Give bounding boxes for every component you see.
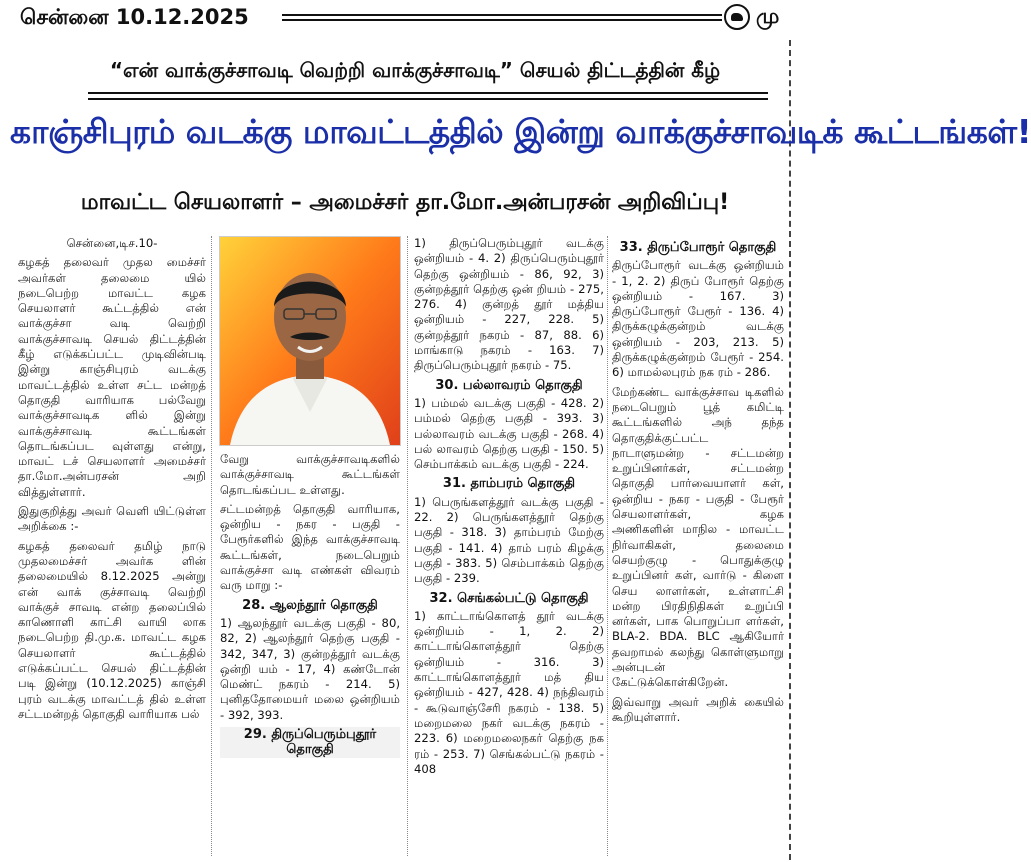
section-heading: 28. ஆலந்தூர் தொகுதி (242, 597, 378, 613)
portrait-photo-icon (220, 237, 400, 445)
paragraph: திருப்போரூர் வடக்கு ஒன்றியம் - 1, 2. 2) திருப் போரூர் தெற்கு ஒன்றியம் - 167. 3) திருப்போரூர் பேரூர் - 136. 4) திருக்கழுக்குன்றம் வடக்கு ஒன்றியம் - 203, 213. 5) திருக்கழுக்குன்றம் பேரூர் - 254. 6) மாமல்லபுரம் நக ரம் - 286. (612, 258, 784, 380)
section-heading: 33. திருப்போரூர் தொகுதி (619, 240, 777, 255)
paragraph: இவ்வாறு அவர் அறிக் கையில் கூறியுள்ளார். (612, 694, 784, 724)
dateline: சென்னை 10.12.2025 (20, 5, 249, 29)
page-edge-divider (789, 40, 791, 860)
paragraph: வேறு வாக்குச்சாவடிகளில் வாக்குச்சாவடி கூட்டங்கள் தொடங்கப்பட உள்ளது. (220, 452, 400, 497)
column-divider (407, 236, 408, 856)
subheadline: மாவட்ட செயலாளர் – அமைச்சர் தா.மோ.அன்பரசன் அறிவிப்பு! (80, 190, 730, 215)
headline: காஞ்சிபுரம் வடக்கு மாவட்டத்தில் இன்று வாக்குச்சாவடிக் கூட்டங்கள்! (10, 112, 1031, 151)
article-column-4 (612, 236, 784, 856)
kicker-underline (88, 92, 768, 100)
paragraph: சட்டமன்றத் தொகுதி வாரியாக, ஒன்றிய - நகர - பகுதி - பேரூர்களில் இந்த வாக்குச்சாவடி கூட்டங்கள், நடைபெறும் வாக்குச்சா வடி எண்கள் விவரம் வரு மாறு :- (220, 501, 400, 593)
party-emblem-icon (724, 4, 750, 30)
section-heading: 29. திருப்பெரும்புதூர் தொகுதி (220, 727, 400, 758)
masthead-bar (0, 0, 800, 36)
article-column-1 (18, 236, 206, 856)
paragraph: 1) பம்மல் வடக்கு பகுதி - 428. 2) பம்மல் தெற்கு பகுதி - 393. 3) பல்லாவரம் வடக்கு பகுதி - 268. 4) பல் லாவரம் தெற்கு பகுதி - 150. 5) செம்பாக்கம் வடக்கு பகுதி - 224. (414, 395, 604, 472)
paragraph: சென்னை,டிச.10- (66, 236, 158, 250)
paragraph: இதுகுறித்து அவர் வெளி யிட்டுள்ள அறிக்கை :- (18, 504, 206, 534)
column-divider (607, 236, 608, 856)
paper-name-fragment: மு (756, 4, 780, 28)
column-divider (211, 236, 212, 856)
paragraph: 1) ஆலந்தூர் வடக்கு பகுதி - 80, 82, 2) ஆலந்தூர் தெற்கு பகுதி - 342, 347, 3) குன்றத்தூர் வடக்கு ஒன்றி யம் - 17, 4) கண்டோன் மெண்ட் நகரம் - 214. 5) புனிததோமையர் மலை ஒன்றியம் - 392, 393. (220, 615, 400, 722)
article-column-2 (220, 452, 400, 857)
section-heading: 32. செங்கல்பட்டு தொகுதி (429, 590, 589, 606)
section-heading: 31. தாம்பரம் தொகுதி (442, 476, 576, 492)
portrait-photo (219, 236, 401, 446)
section-heading: 30. பல்லாவரம் தொகுதி (435, 377, 583, 393)
kicker-line: “என் வாக்குச்சாவடி வெற்றி வாக்குச்சாவடி” செயல் திட்டத்தின் கீழ் (109, 58, 721, 82)
paragraph: 1) திருப்பெரும்புதூர் வடக்கு ஒன்றியம் - 4. 2) திருப்பெரும்புதூர் தெற்கு ஒன்றியம் - 86, 92, 3) குன்றத்தூர் தெற்கு ஒன் றியம் - 275, 276. 4) குன்றத் தூர் மத்திய ஒன்றியம் - 227, 228. 5) குன்றத்தூர் நகரம் - 87, 88. 6) மாங்காடு நகரம் - 163. 7) திருப்பெரும்புதூர் நகரம் - 75. (414, 236, 604, 373)
article-column-3 (414, 236, 604, 856)
paragraph: கழகத் தலைவர் முதல மைச்சர் அவர்கள் தலைமை யில் நடைபெற்ற மாவட்ட கழக செயலாளர் கூட்டத்தில் என் வாக்குச்சா வடி வெற்றி வாக்குச்சாவடி செயல் திட்டத்தின் கீழ் எடுக்கப்பட்ட முடிவின்படி இன்று காஞ்சிபுரம் வடக்கு மாவட்டத்தில் உள்ள சட்ட மன்றத் தொகுதி வாரியாக பல்வேறு வாக்குச்சாவடிக ளில் இன்று வாக்குச்சாவடி கூட்டங்கள் தொடங்கப்பட வுள்ளது என்று, மாவட் டச் செயலாளர் அமைச்சர் தா.மோ.அன்பரசன் அறி வித்துள்ளார். (18, 255, 206, 499)
paragraph: மேற்கண்ட வாக்குச்சாவ டிகளில் நடைபெறும் பூத் கமிட்டி கூட்டங்களில் அந் தந்த தொகுதிக்குட்பட்ட நாடாளுமன்ற - சட்டமன்ற உறுப்பினர்கள், சட்டமன்ற தொகுதி பார்வையாளர் கள், ஒன்றிய - நகர - பகுதி - பேரூர் செயலாளர்கள், கழக அணிகளின் மாநில - மாவட்ட நிர்வாகிகள், தலைமை செயற்குழு - பொதுக்குழு உறுப்பினர் கள், வார்டு - கிளை செய லாளர்கள், உள்ளாட்சி மன்ற பிரதிநிதிகள் உறுப்பி னர்கள், பாக பொறுப்பா ளர்கள், BLA-2. BDA. BLC ஆகியோர் தவறாமல் கலந்து கொள்ளுமாறு அன்புடன் கேட்டுக்கொள்கிறேன். (612, 384, 784, 690)
masthead-rule (282, 14, 722, 21)
paragraph: கழகத் தலைவர் தமிழ் நாடு முதலமைச்சர் அவர்க ளின் தலைமையில் 8.12.2025 அன்று என் வாக் குச்சாவடி வெற்றி வாக்குச் சாவடி என்ற தலைப்பில் காணொளி காட்சி வாயி லாக நடைபெற்ற தி.மு.க. மாவட்ட கழக செயலாளர் கூட்டத்தில் எடுக்கப்பட்ட செயல் திட்டத்தின் படி இன்று (10.12.2025) காஞ்சி புரம் வடக்கு மாவட்டத் தில் உள்ள சட்டமன்றத் தொகுதி வாரியாக பல் (18, 538, 206, 721)
paragraph: 1) பெருங்களத்தூர் வடக்கு பகுதி - 22. 2) பெருங்களத்தூர் தெற்கு பகுதி - 318. 3) தாம்பரம் மேற்கு பகுதி - 141. 4) தாம் பரம் கிழக்கு பகுதி - 383. 5) செம்பாக்கம் தெற்கு பகுதி - 239. (414, 494, 604, 586)
paragraph: 1) காட்டாங்கொளத் தூர் வடக்கு ஒன்றியம் - 1, 2. 2) காட்டாங்கொளத்தூர் தெற்கு ஒன்றியம் - 316. 3) காட்டாங்கொளத்தூர் மத் திய ஒன்றியம் - 427, 428. 4) நந்திவரம் - கூடுவாஞ்சேரி நகரம் - 138. 5) மறைமலை நகர் வடக்கு நகரம் - 223. 6) மறைமலைநகர் தெற்கு நக ரம் - 253. 7) செங்கல்பட்டு நகரம் - 408 (414, 608, 604, 776)
